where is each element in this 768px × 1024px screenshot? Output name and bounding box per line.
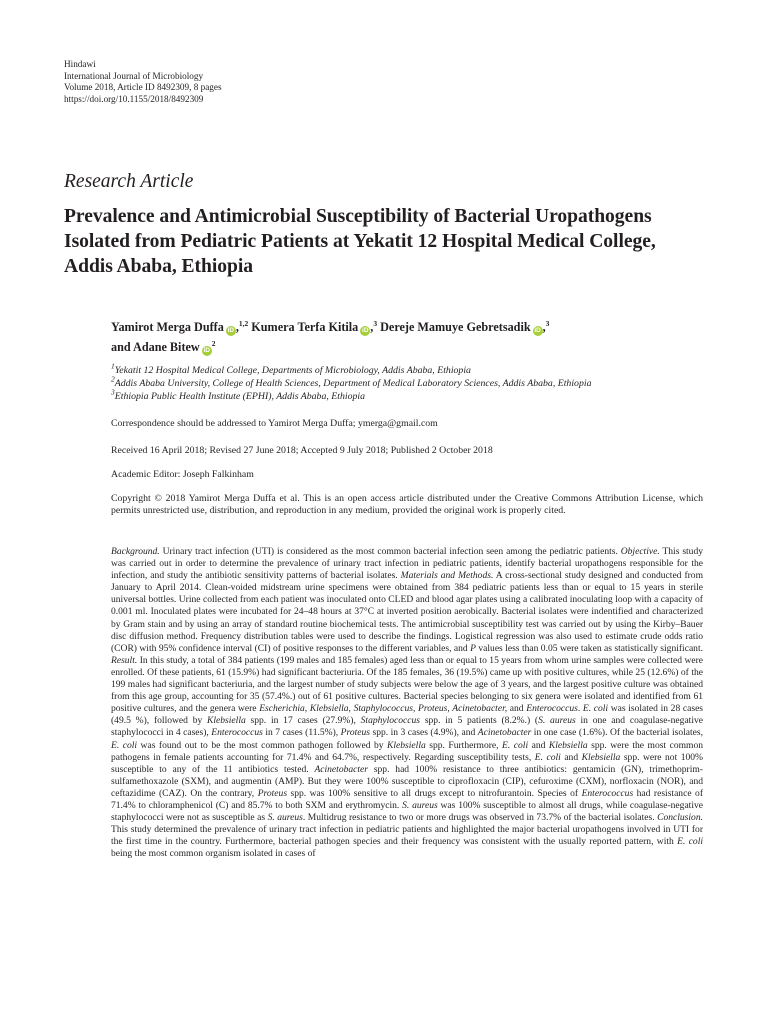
article-title: Prevalence and Antimicrobial Susceptibility of Bacterial Uropathogens Isolated from Pediatric Patients at Yekatit 12 Hospital Medical College, Addis Ababa, Ethiopia bbox=[64, 206, 656, 277]
volume-info: Volume 2018, Article ID 8492309, 8 pages bbox=[64, 82, 222, 93]
orcid-icon[interactable]: iD bbox=[227, 327, 235, 334]
journal-header bbox=[64, 59, 222, 105]
author-name[interactable]: Yamirot Merga Duffa bbox=[111, 320, 224, 334]
abstract-section-label: Result. bbox=[111, 654, 138, 666]
doi-link[interactable]: https://doi.org/10.1155/2018/8492309 bbox=[64, 93, 204, 104]
affiliation-item: $^2$Addis Ababa University, College of Health Sciences, Department of Medical Laboratory Sciences, Addis Ababa, Ethiopia bbox=[111, 374, 592, 389]
orcid-icon[interactable]: iD bbox=[203, 347, 210, 354]
abstract: Background. Urinary tract infection (UTI) is considered as the most common bacterial infection seen among the pediatric patients. Objective. This study was carried out in order to determine the prevalence of urinary tract infection in pediatric patients, identify bacterial uropathogens responsible for the infection, and study the antibiotic sensitivity patterns of bacterial isolates. Materials and Methods. A cross-sectional study designed and conducted from January to April 2014. Clean-voided midstream urine specimens were obtained from 384 pediatric patients less than or equal to 15 years in sterile universal bottles. Urine collected from each patient was inoculated onto CLED and blood agar plates using a calibrated inoculating loop with a capacity of 0.001 ml. Inoculated plates were incubated for 24–48 hours at 37°C at inverted position aerobically. Bacterial isolates were indentified and characterized by Gram stain and by using an array of standard routine biochemical tests. The antimicrobial susceptibility test was carried out by using the Kirby–Bauer disc diffusion method. Frequency distribution tables were used to describe the findings. Logistical regression was also used to estimate crude odds ratio (COR) with 95% confidence interval (CI) of positive responses to the different variables, and P values less than 0.05 were taken as statistically significant. Result. In this study, a total of 384 patients (199 males and 185 females) aged less than or equal to 15 years from whom urine samples were collected were enrolled. Of these patients, 61 (15.9%) had significant bacteriuria. Of the 185 females, 36 (19.5%) came up with positive cultures, while 25 (12.6%) of the 199 males had significant bacteriuria, and the largest number of study subjects were below the age of 3 years, and the largest positive culture was obtained from this age group, accounting for 35 (57.4%.) out of 61 positive cultures. Bacterial species belonging to six genera were isolated and identified from 61 positive cultures, and the genera were Escherichia, Klebsiella, Staphylococcus, Proteus, Acinetobacter, and Enterococcus. E. coli was isolated in 28 cases (49.5 %), followed by Klebsiella spp. in 17 cases (27.9%), Staphylococcus spp. in 5 patients (8.2%.) (S. aureus in one and coagulase-negative staphylococci in 4 cases), Enterococcus in 7 cases (11.5%), Proteus spp. in 3 cases (4.9%), and Acinetobacter in one case (1.6%). Of the bacterial isolates, E. coli was found out to be the most common pathogen followed by Klebsiella spp. Furthermore, E. coli and Klebsiella spp. were the most common pathogens in female patients accounting for 71.4% and 64.7%, respectively. Regarding susceptibility tests, E. coli and Klebsiella spp. were not 100% susceptible to any of the 11 antibiotics tested. Acinetobacter spp. had 100% resistance to three antibiotics: gentamicin (GN), trimethoprim-sulfamethoxazole (SXM), and augmentin (AMP). But they were 100% susceptible to ciprofloxacin (CIP), cefuroxime (CXM), norfloxacin (NOR), and ceftazidime (CAZ). On the contrary, Proteus spp. was 100% sensitive to all drugs except to nitrofurantoin. Species of Enterococcus had resistance of 71.4% to chloramphenicol (C) and 85.7% to both SXM and erythromycin. S. aureus was 100% susceptible to almost all drugs, while coagulase-negative staphylococci were not as susceptible as S. aureus. Multidrug resistance to two or more drugs was observed in 73.7% of the bacterial isolates. Conclusion. This study determined the prevalence of urinary tract infection in pediatric patients and highlighted the major bacterial uropathogens involved in UTI for the first time in the country. Furthermore, bacterial pathogen species and their frequency was consistent with the usually reported pattern, with E. coli being the most common organism isolated in cases of bbox=[111, 546, 704, 860]
article-type: Research Article bbox=[64, 171, 194, 192]
abstract-section-label: Objective. bbox=[620, 546, 660, 557]
abstract-section-label: Materials and Methods. bbox=[400, 570, 494, 582]
author-affiliation-number: 3 bbox=[373, 318, 378, 328]
author-affiliation-number: 1,2 bbox=[238, 318, 249, 328]
author-name[interactable]: and Adane Bitew bbox=[111, 340, 200, 354]
publisher-name: Hindawi bbox=[64, 59, 96, 69]
affiliations bbox=[111, 361, 592, 403]
orcid-icon[interactable]: iD bbox=[534, 327, 541, 334]
affiliation-item: $^3$Ethiopia Public Health Institute (EPHI), Addis Ababa, Ethiopia bbox=[111, 387, 365, 402]
abstract-section-label: Background. bbox=[111, 546, 160, 557]
affiliation-item: $^1$Yekatit 12 Hospital Medical College, Departments of Microbiology, Addis Ababa, Ethiopia bbox=[111, 361, 471, 376]
author-list: Yamirot Merga Duffa iD ,$^{1,2}$ Kumera Terfa Kitila iD ,$^3$ Dereje Mamuye Gebretsadik iD ,$^3$ and Adane Bitew $iD^2$ bbox=[111, 318, 550, 354]
correspondence: Correspondence should be addressed to Yamirot Merga Duffa; ymerga@gmail.com bbox=[111, 418, 438, 429]
author-affiliation-number: 3 bbox=[545, 318, 550, 328]
copyright-notice: Copyright © 2018 Yamirot Merga Duffa et al. This is an open access article distributed under the Creative Commons Attribution License, which permits unrestricted use, distribution, and reproduction in any medium, provided the original work is properly cited. bbox=[111, 493, 703, 517]
publication-dates: Received 16 April 2018; Revised 27 June 2018; Accepted 9 July 2018; Published 2 October 2018 bbox=[111, 445, 493, 456]
academic-editor: Academic Editor: Joseph Falkinham bbox=[111, 469, 254, 480]
author-affiliation-number: 2 bbox=[211, 338, 216, 348]
author-name[interactable]: Kumera Terfa Kitila bbox=[251, 320, 359, 334]
author-name[interactable]: Dereje Mamuye Gebretsadik bbox=[380, 320, 531, 334]
orcid-icon[interactable]: iD bbox=[362, 327, 369, 334]
journal-name: International Journal of Microbiology bbox=[64, 70, 204, 81]
abstract-section-label: Conclusion. bbox=[657, 812, 703, 824]
